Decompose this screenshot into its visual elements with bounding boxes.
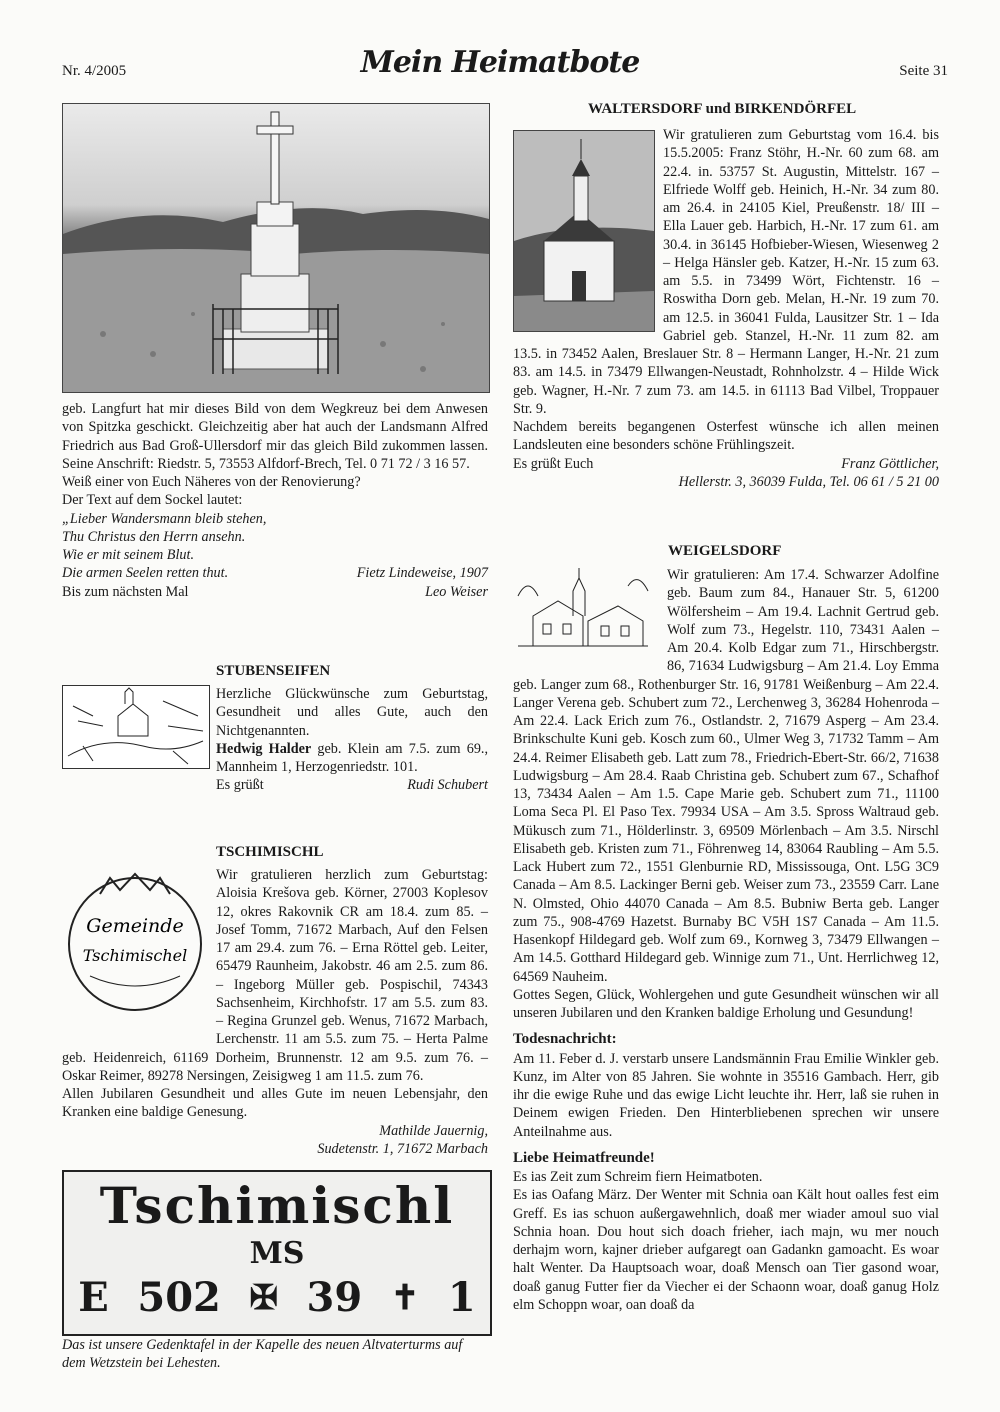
weigelsdorf-wish: Gottes Segen, Glück, Wohlergehen und gute Gesundheit wünschen wir all unseren Jubilaren und den Kranken baldige Erholung und Gesundung! [513,986,939,1021]
heimatfreunde-line-1: Es ias Zeit zum Schreim fiern Heimatboten. [513,1169,763,1186]
stubenseifen-greeting: Herzliche Glückwünsche zum Geburtstag, Gesundheit und alles Gute, auch den Nichtgenannten. [216,686,488,739]
emblem-line-1: Gemeinde [86,915,184,937]
cross-intro-text: geb. Langfurt hat mir dieses Bild von dem Wegkreuz bei dem Anwesen von Spitzka geschickt. Gleichzeitig aber hat auch der Landsmann Alfred Friedrich aus Bad Groß-Ullersdorf mir das gleich Bild zukommen lassen. Seine Anschrift: Riedstr. 5, 73553 Alfdorf-Brech, Tel. 0 71 72 / 3 16 57. [62,401,488,472]
waltersdorf-sign-row [513,455,939,473]
tschimischl-heading: TSCHIMISCHL [216,844,324,860]
tschimischl-sign-2: Sudetenstr. 1, 71672 Marbach [317,1140,488,1157]
stubenseifen-heading: STUBENSEIFEN [216,663,331,679]
tschimischl-text: Wir gratulieren herzlich zum Geburtstag: Aloisia Krešova geb. Körner, 27003 Koplesov 12, okres Rakovnik CR am 18.4. zum 85. – Josef Tomm, 71672 Marbach, Auf den Felsen 17 am 29.4. zum 76. – Erna Röttel geb. Leiter, 65479 Raunheim, Jakobstr. 46 am 2.5. zum 86. – Ingeborg Müller geb. Pospischil, 74343 Sachsenheim, Kirchhofstr. 17 am 5.5. zum 83. – Regina Grunzel geb. Wenus, 71672 Marbach, Lerchenstr. 11 am 5.5. zum 75. – Herta Palme geb. Heidenreich, 61169 Dorheim, Brunnenstr. 12 am 9.5. zum 76. – Oskar Reimer, 89278 Nersingen, Zeisigweg 1 am 11.5. zum 76. [62,867,488,1084]
poem-line-4: Die armen Seelen retten thut. [62,565,229,582]
plaque-title: Tschimischl [99,1176,455,1235]
waltersdorf-text: Wir gratulieren zum Geburtstag vom 16.4. bis 15.5.2005: Franz Stöhr, H.-Nr. 60 zum 68. am 22.4. in. 53757 St. Augustin, Mittelstr. 167 – Elfriede Wolff geb. Heinich, H.-Nr. 34 zum 80. am 26.4. in 24105 Kiel, Preußenstr. 18/ III – Ella Lauer geb. Harbich, H.-Nr. 17 zum 61. am 30.4. in 36145 Hofbieber-Wiesen, Wiesenweg 2 – Helga Hänsler geb. Katzer, H.-Nr. 15 zum 63. am 5.5. in 73499 Wört, Fichtenstr. 16 – Roswitha Dorn geb. Melan, H.-Nr. 19 zum 70. am 12.5. in 36041 Fulda, Lausitzer Str. 1 – Ida Gabriel geb. Stanzel, H.-Nr. 11 zum 82. am 13.5. in 73452 Aalen, Breslauer Str. 8 – Hermann Langer, H.-Nr. 21 zum 83. am 14.5. in 73479 Ellwangen-Neustadt, Rohnholzstr. 4 – Hilde Wick geb. Wagner, H.-Nr. 7 zum 73. am 14.5. in 61113 Bad Vilbel, Troppauer Str. 9. [513,127,939,417]
stubenseifen-name: Hedwig Halder [216,740,312,757]
plaque-ms: MS [249,1236,305,1271]
heimatfreunde-heading: Liebe Heimatfreunde! [513,1149,655,1166]
weigelsdorf-text: Wir gratulieren: Am 17.4. Schwarzer Adolfine geb. Baum zum 84., Hanauer Str. 5, 61200 Wölfersheim – Am 19.4. Lachnit Gertrud geb. Wolf zum 73., Hegelstr. 110, 73431 Aalen – Am 20.4. Kolb Edgar zum 71., Hirschbergstr. 86, 71634 Ludwigsburg – Am 21.4. Loy Emma geb. Langer zum 68., Rothenburger Str. 16, 91781 Weißenburg – Am 22.4. Langer Verena geb. Schubert zum 72., Lerchenweg 3, 36284 Hohenroda – Am 22.4. Lack Erich zum 76., Ostlandstr. 2, 71679 Asperg – Am 23.4. Brinkschulte Kuni geb. Kosch zum 60., Ulmer Weg 3, 71732 Tamm – Am 24.4. Reimer Elisabeth geb. Latt zum 78., Friedrich-Ebert-Str. 66/2, 71638 Ludwigsburg – Am 28.4. Raab Christina geb. Schubert zum 67., Schafhof 13, 73434 Aalen – Am 1.5. Cape Marie geb. Schubert zum 71., 11100 Loma Seca Pl. El Paso Tex. 79934 USA – Am 3.5. Spross Waltraud geb. Mükusch zum 71., Hölderlinstr. 3, 69509 Mörlenbach – Am 3.5. Nirschl Elisabeth geb. Kristen zum 71., Föhrenweg 14, 83064 Raubling – Am 5.5. Lack Hubert zum 72., 1551 Glenburnie RD, Mississouga, Ont. L5G 3C9 Canada – Am 8.5. Lackinger Berni geb. Weiser zum 73., 23559 Carr. Lane N. Olmsted, Ohio 44070 Canada – Am 8.5. Bubniw Berta geb. Langer zum 75., 908-4769 Hazetst. Burnaby BC V5H 1S7 Canada – Am 11.5. Hasenkopf Hildegard geb. Wolf zum 69., Kornweg 3, 73479 Ellwangen – Am 14.5. Gotthard Hildegard geb. Winnige zum 71., Unt. Herrlichweg 12, 64569 Nauheim. [513,567,939,985]
masthead-title: Mein Heimatbote [360,45,640,80]
sockel-text-label: Der Text auf dem Sockel lautet: [62,492,243,509]
poem-source: Fietz Lindeweise, 1907 [356,565,488,582]
weigelsdorf-birthdays [513,566,939,986]
poem-line-2: Thu Christus den Herrn ansehn. [62,528,246,545]
page-number: Seite 31 [899,63,948,79]
stubenseifen-sign-row [216,776,488,794]
plaque-e: E [78,1274,109,1321]
stubenseifen-text-block [216,685,488,795]
waltersdorf-wish: Nachdem bereits begangenen Osterfest wünsche ich allen meinen Landsleuten eine besonders schöne Frühlingszeit. [513,419,939,454]
waltersdorf-sign-2: Hellerstr. 3, 36039 Fulda, Tel. 06 61 / 5 21 00 [678,473,939,490]
tschimischl-wish: Allen Jubilaren Gesundheit und alles Gute im neuen Lebensjahr, den Kranken eine baldige Genesung. [62,1086,488,1121]
emblem-line-2: Tschimischel [82,946,188,965]
todesnachricht-text: Am 11. Feber d. J. verstarb unsere Landsmännin Frau Emilie Winkler geb. Kunz, im Alter von 85 Jahren. Sie wohnte in 35516 Gambach. Herr, gib ihr die ewige Ruhe und das ewige Licht leuchte ihr. Herr, laß sie ruhen in Deinem ewigen Frieden. Den Hinterbliebenen sprechen wir unsere Anteilnahme aus. [513,1050,939,1140]
poem-line-3: Wie er mit seinem Blut. [62,547,194,563]
stubenseifen-details: geb. Klein am 7.5. zum 69., Mannheim 1, Herzogenriedstr. 101. [216,740,489,775]
waltersdorf-heading: WALTERSDORF und BIRKENDÖRFEL [588,101,857,117]
farewell-signature: Leo Weiser [425,583,488,600]
waltersdorf-greet: Es grüßt Euch [513,455,594,472]
tschimischl-birthdays [62,866,488,1085]
todesnachricht-heading: Todesnachricht: [513,1031,617,1048]
weigelsdorf-text-block [513,566,939,1314]
memorial-plaque [62,1170,492,1336]
stubenseifen-entry [216,740,488,777]
stubenseifen-greet: Es grüßt [216,777,264,794]
wayside-cross-illustration [63,104,489,392]
stubenseifen-sketch [62,685,210,769]
plaque-number-1: 502 [137,1274,221,1321]
waltersdorf-birthdays [513,126,939,418]
cross-icon: ✝ [390,1278,420,1318]
iron-cross-icon: ✠ [249,1278,278,1318]
church-sketch-icon [63,686,209,768]
stubenseifen-signature: Rudi Schubert [407,777,488,794]
tschimischl-sign-1: Mathilde Jauernig, [379,1122,488,1139]
issue-number: Nr. 4/2005 [62,63,127,79]
plaque-caption: Das ist unsere Gedenktafel in der Kapelle des neuen Altvaterturms auf dem Wetzstein bei Lehesten. [62,1337,463,1372]
heimatfreunde-line-2: Es ias Oafang März. Der Wenter mit Schnia oan Kält hout oalles fest eim Greff. Es ias schuon außergawehnlich, doaß mer wiader amoul suo vial Schnia hoan. Dou hout sich doach frieher, iach majn, wu mer nouch derhajm worn, kajner drieber aufgaregt oan Gadankn gamoacht. Es woar halt Wenter. Da Hauptsoach woar, doaß Mensch oan Tier gasond woar, doaß ganug Futter fier da Viecher ei der Schaonn woar, doaß ganug Holz elm Schoppn woar, oan doaß da [513,1187,939,1313]
weigelsdorf-heading: WEIGELSDORF [668,543,782,559]
plaque-number-3: 1 [447,1274,476,1321]
farewell-text: Bis zum nächsten Mal [62,583,189,600]
farewell-row [62,583,488,601]
renovation-question: Weiß einer von Euch Näheres von der Renovierung? [62,474,361,490]
left-column-upper [62,400,488,601]
waltersdorf-text-block [513,126,939,491]
poem-line-1: „Lieber Wandersmann bleib stehen, [62,510,267,527]
wayside-cross-photo [62,103,490,393]
plaque-number-2: 39 [306,1274,363,1321]
poem-line-4-row [62,564,488,582]
waltersdorf-sign-1: Franz Göttlicher, [841,455,939,472]
tschimischl-text-block [62,866,488,1158]
